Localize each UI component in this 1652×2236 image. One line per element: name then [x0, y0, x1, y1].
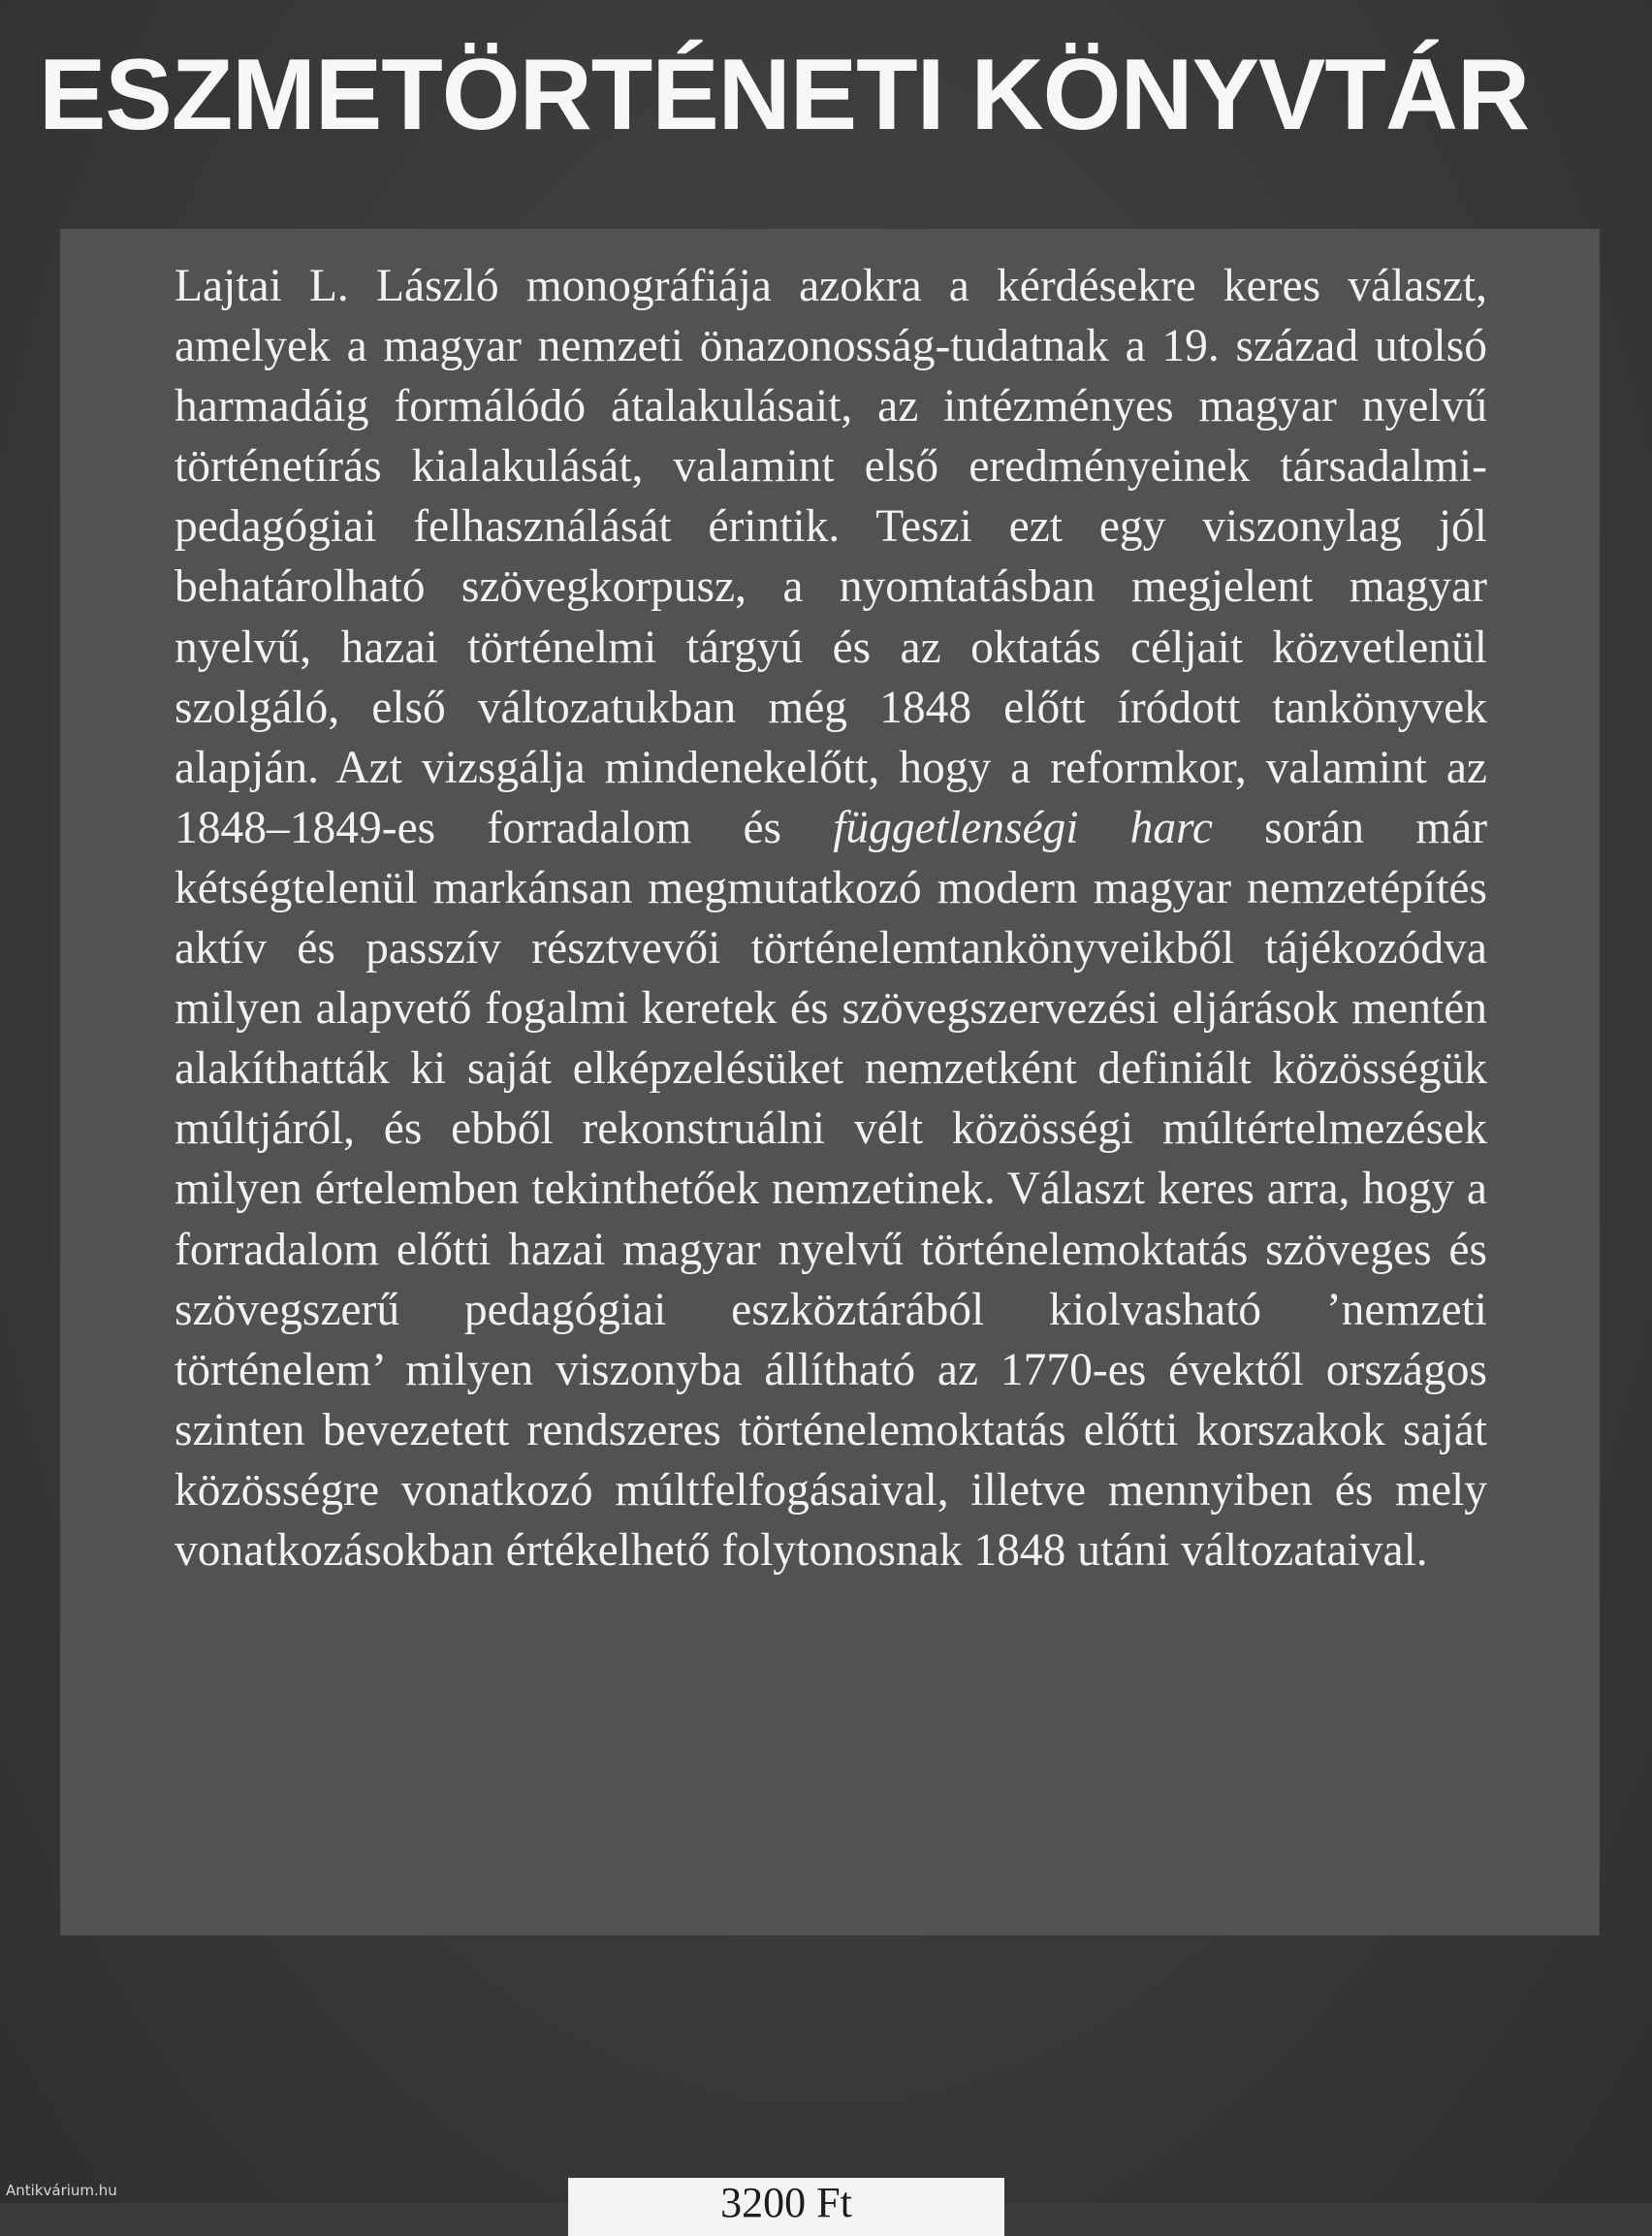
- blurb-panel: [60, 229, 1600, 1935]
- blurb-text-part-1: Lajtai L. László monográfiája azokra a kérdésekre keres választ, amelyek a magyar nemzeti önazonosság-tudatnak a 19. század utolsó harmadáig formálódó átalakulásait, az intézményes magyar nyelvű történetírás kialakulását, valamint első eredményeinek társadalmi-pedagógiai felhasználását érintik. Teszi ezt egy viszonylag jól behatárolható szövegkorpusz, a nyomtatásban megjelent magyar nyelvű, hazai történelmi tárgyú és az oktatás céljait közvetlenül szolgáló, első változatukban még 1848 előtt íródott tankönyvek alapján. Azt vizsgálja mindenekelőtt, hogy a reformkor, valamint az 1848–1849-es forradalom és: [175, 261, 1487, 853]
- series-title: ESZMETÖRTÉNETI KÖNYVTÁR: [39, 39, 1530, 151]
- blurb-text-part-2: során már kétségtelenül markánsan megmutatkozó modern magyar nemzetépítés aktív és passzív résztvevői történelemtankönyveikből tájékozódva milyen alapvető fogalmi keretek és szövegszervezési eljárások mentén alakíthatták ki saját elképzelésüket nemzetként definiált közösségük múltjáról, és ebből rekonstruálni vélt közösségi múltértelmezések milyen értelemben tekinthetőek nemzetinek. Választ keres arra, hogy a forradalom előtti hazai magyar nyelvű történelemoktatás szöveges és szövegszerű pedagógiai eszköztárából kiolvasható ’nemzeti történelem’ milyen viszonyba állítható az 1770-es évektől országos szinten bevezetett rendszeres történelemoktatás előtti korszakok saját közösségre vonatkozó múltfelfogásaival, illetve mennyiben és mely vonatkozásokban értékelhető folytonosnak 1848 utáni változataival.: [175, 802, 1488, 1576]
- price-sticker: 3200 Ft: [568, 2178, 1004, 2236]
- blurb-text-italic: függetlenségi harc: [833, 802, 1213, 853]
- watermark: Antikvárium.hu: [6, 2182, 117, 2199]
- blurb-text: [175, 256, 1487, 1581]
